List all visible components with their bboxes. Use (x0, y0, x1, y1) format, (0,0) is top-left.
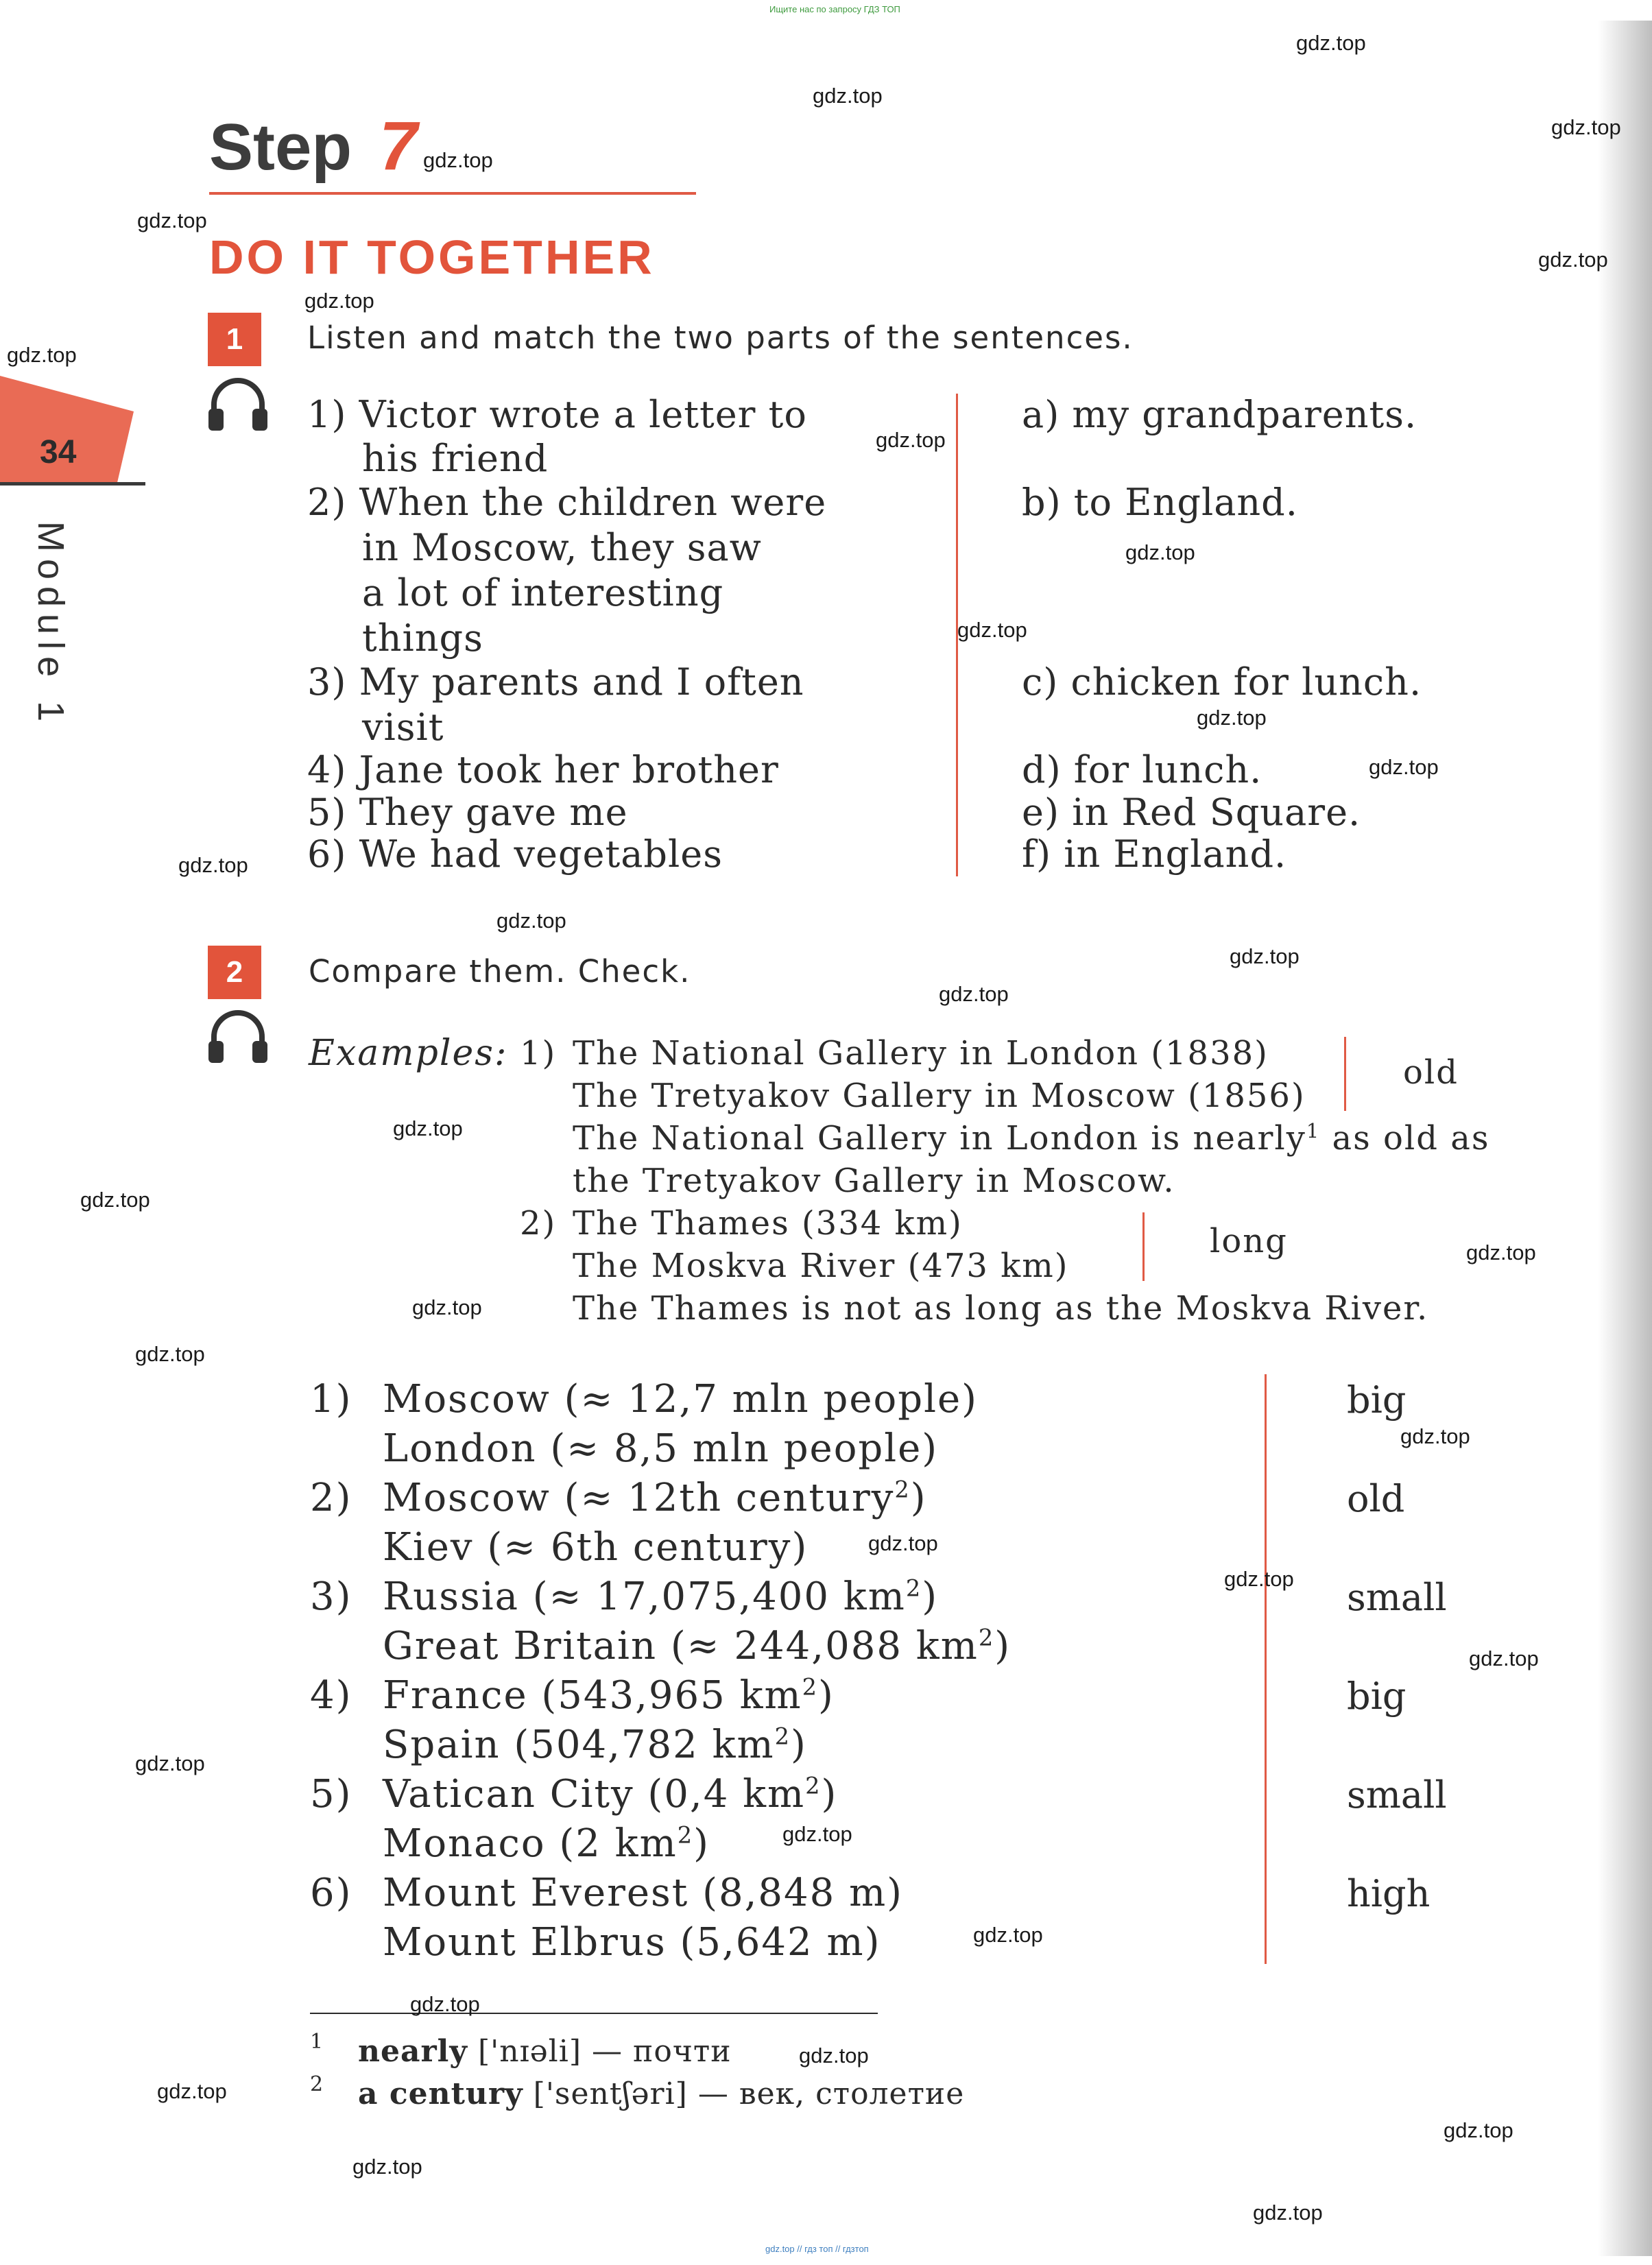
right-item-b: b) to England. (1022, 481, 1298, 524)
pair-4-line-2: Spain (504,782 $km^2$) (383, 1723, 807, 1767)
pair-3-line-1: Russia (≈ 17,075,400 $km^2$) (383, 1574, 939, 1619)
watermark: gdz.top (876, 428, 946, 452)
left-item-2-line-3: a lot of interesting (362, 571, 724, 614)
exercise-2-badge: 2 (208, 946, 261, 999)
watermark: gdz.top (135, 1751, 205, 1775)
right-item-c: c) chicken for lunch. (1022, 660, 1422, 704)
watermark: gdz.top (1538, 248, 1608, 272)
watermark: gdz.top (973, 1923, 1043, 1947)
right-item-a: a) my grandparents. (1022, 393, 1417, 436)
right-item-d: d) for lunch. (1022, 748, 1262, 791)
watermark: gdz.top (868, 1531, 938, 1555)
watermark: gdz.top (352, 2155, 422, 2179)
watermark: gdz.top (423, 148, 493, 172)
left-item-4: 4) Jane took her brother (307, 748, 779, 791)
example-2-divider (1142, 1212, 1145, 1281)
left-item-1-line-2: his friend (362, 437, 549, 480)
header-rule (209, 192, 696, 195)
bottom-notice: gdz.top // гдз топ // гдзтоп (765, 2244, 869, 2254)
pair-3-adjective: small (1347, 1576, 1447, 1619)
watermark: gdz.top (1400, 1424, 1470, 1448)
watermark: gdz.top (1444, 2118, 1513, 2142)
example-1-num: 1) (520, 1034, 557, 1072)
footnote-1-mark: 1 (310, 2030, 324, 2054)
footnote-rule (310, 2013, 878, 2014)
left-item-3-line-2: visit (362, 706, 444, 749)
watermark: gdz.top (7, 343, 77, 367)
watermark: gdz.top (1230, 944, 1300, 968)
pair-3-line-2: Great Britain (≈ 244,088 $km^2$) (383, 1624, 1011, 1668)
watermark: gdz.top (957, 618, 1027, 642)
footnote-2: a century ['sentʃəri] — век, столетие (358, 2076, 965, 2111)
pair-6-adjective: high (1347, 1872, 1430, 1915)
watermark: gdz.top (1197, 706, 1267, 730)
watermark: gdz.top (157, 2079, 227, 2103)
example-1-result-line-2: the Tretyakov Gallery in Moscow. (573, 1162, 1175, 1200)
pair-4-line-1: France (543,965 $km^2$) (383, 1673, 835, 1718)
watermark: gdz.top (393, 1116, 463, 1140)
watermark: gdz.top (799, 2044, 869, 2068)
left-item-6: 6) We had vegetables (307, 832, 723, 876)
pair-6-line-2: Mount Elbrus (5,642 m) (383, 1920, 881, 1965)
watermark: gdz.top (1253, 2201, 1323, 2225)
example-2-line-1: The Thames (334 km) (573, 1204, 963, 1243)
left-item-5: 5) They gave me (307, 791, 628, 834)
pair-1-line-2: London (≈ 8,5 mln people) (383, 1426, 939, 1471)
step-number: 7 (379, 108, 418, 184)
watermark: gdz.top (135, 1342, 205, 1366)
pair-5-line-2: Monaco (2 $km^2$) (383, 1821, 710, 1866)
pair-2-adjective: old (1347, 1477, 1405, 1520)
example-1-divider (1344, 1037, 1346, 1111)
top-notice: Ищите нас по запросу ГДЗ ТОП (769, 4, 900, 14)
watermark: gdz.top (1369, 755, 1439, 779)
watermark: gdz.top (496, 909, 566, 933)
example-2-adjective: long (1210, 1222, 1288, 1260)
watermark: gdz.top (304, 289, 374, 313)
exercise-1-badge: 1 (208, 313, 261, 366)
watermark: gdz.top (782, 1822, 852, 1846)
examples-label: Examples: (309, 1033, 508, 1074)
watermark: gdz.top (137, 208, 207, 232)
module-label: Module 1 (30, 521, 71, 729)
example-1-line-1: The National Gallery in London (1838) (573, 1034, 1269, 1072)
page-number: 34 (40, 434, 77, 470)
pair-5-line-1: Vatican City (0,4 $km^2$) (383, 1772, 838, 1817)
pair-2-num: 2) (310, 1476, 352, 1520)
example-1-result-line-1: The National Gallery in London is nearly$^1$ as old as (573, 1119, 1490, 1158)
left-item-2-line-2: in Moscow, they saw (362, 526, 762, 569)
footnote-2-mark: 2 (310, 2072, 324, 2096)
section-title: DO IT TOGETHER (209, 230, 655, 284)
exercise-2-instruction: Compare them. Check. (309, 953, 691, 990)
pair-2-line-1: Moscow (≈ 12th century$^2$) (383, 1476, 927, 1520)
step-word: Step (209, 110, 352, 184)
exercise-1-instruction: Listen and match the two parts of the sentences. (307, 320, 1134, 356)
footnote-1: nearly ['nɪəli] — почти (358, 2034, 732, 2069)
example-2-num: 2) (520, 1204, 557, 1243)
left-item-3-line-1: 3) My parents and I often (307, 660, 804, 704)
page-edge-shadow (1598, 21, 1652, 2256)
right-item-e: e) in Red Square. (1022, 791, 1361, 834)
watermark: gdz.top (412, 1295, 482, 1319)
right-item-f: f) in England. (1022, 832, 1287, 876)
watermark: gdz.top (1296, 31, 1366, 55)
example-2-line-2: The Moskva River (473 km) (573, 1247, 1069, 1285)
pair-6-line-1: Mount Everest (8,848 m) (383, 1871, 904, 1915)
watermark: gdz.top (1469, 1646, 1539, 1670)
pair-6-num: 6) (310, 1871, 352, 1915)
watermark: gdz.top (939, 982, 1009, 1006)
watermark: gdz.top (1466, 1241, 1536, 1265)
pair-2-line-2: Kiev (≈ 6th century) (383, 1525, 809, 1570)
left-item-2-line-4: things (362, 616, 483, 660)
example-1-adjective: old (1403, 1053, 1459, 1092)
example-2-result: The Thames is not as long as the Moskva River. (573, 1289, 1429, 1328)
watermark: gdz.top (1224, 1567, 1294, 1591)
watermark: gdz.top (178, 853, 248, 877)
watermark: gdz.top (1125, 540, 1195, 564)
pair-3-num: 3) (310, 1574, 352, 1619)
sidebar-rule (0, 482, 145, 486)
headphones-icon[interactable] (207, 1008, 269, 1064)
pair-5-adjective: small (1347, 1773, 1447, 1817)
left-item-2-line-1: 2) When the children were (307, 481, 827, 524)
headphones-icon[interactable] (207, 376, 269, 432)
pair-1-line-1: Moscow (≈ 12,7 mln people) (383, 1377, 978, 1422)
pair-4-adjective: big (1347, 1675, 1406, 1718)
left-item-1-line-1: 1) Victor wrote a letter to (307, 393, 807, 436)
pair-1-adjective: big (1347, 1378, 1406, 1422)
pair-1-num: 1) (310, 1377, 352, 1422)
example-1-line-2: The Tretyakov Gallery in Moscow (1856) (573, 1077, 1306, 1115)
pair-5-num: 5) (310, 1772, 352, 1817)
comparison-divider (1265, 1374, 1267, 1964)
watermark: gdz.top (1551, 115, 1621, 139)
watermark: gdz.top (80, 1188, 150, 1212)
pair-4-num: 4) (310, 1673, 352, 1718)
watermark: gdz.top (813, 84, 883, 108)
watermark: gdz.top (410, 1992, 480, 2016)
